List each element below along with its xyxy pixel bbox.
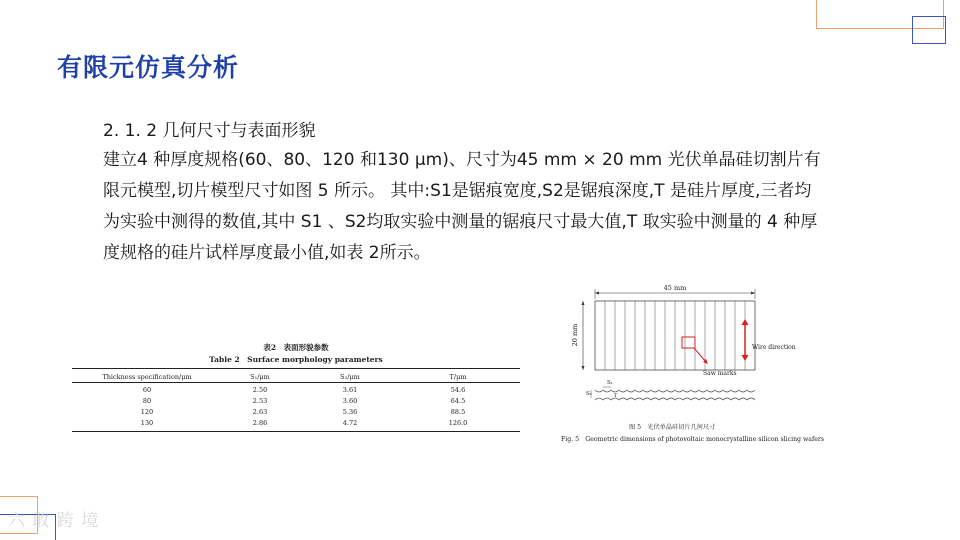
body-line-2: 限元模型,切片模型尺寸如图 5 所示。 其中:S1是锯痕宽度,S2是锯痕深度,T 是硅片厚度,三者均	[103, 181, 812, 201]
wire-direction-label: Wire direction	[752, 344, 796, 351]
width-label: 45 mm	[663, 284, 687, 292]
t-label: T	[614, 393, 618, 399]
body-paragraph	[103, 145, 903, 269]
table-cell: 54.6	[450, 386, 466, 394]
table-cell: 126.0	[448, 419, 468, 427]
watermark: 六 敢 跨 境	[8, 511, 100, 531]
table-cell: 4.72	[342, 419, 358, 427]
section-heading: 2. 1. 2 几何尺寸与表面形貌	[103, 121, 316, 141]
table-caption-en: Table 2 Surface morphology parameters	[209, 355, 383, 364]
decor-frame-blue-top	[912, 16, 946, 44]
wafer-geometry-figure	[553, 283, 843, 448]
table-cell: 80	[142, 397, 152, 405]
table-header-thickness: Thickness specification/μm	[102, 373, 192, 381]
height-label: 20 mm	[571, 323, 579, 347]
body-line-3: 为实验中测得的数值,其中 S1 、S2均取实验中测量的锯痕尺寸最大值,T 取实验中测量的 4 种厚	[103, 212, 818, 232]
body-line-4: 度规格的硅片试样厚度最小值,如表 2所示。	[103, 243, 431, 263]
table-cell: 5.36	[342, 408, 358, 416]
cross-section-bottom	[595, 398, 755, 400]
table-cell: 64.5	[450, 397, 466, 405]
table-cell: 2.86	[252, 419, 268, 427]
s1-label: S₁	[607, 380, 613, 386]
table-cell: 60	[142, 386, 152, 394]
table-top-rule	[72, 368, 520, 369]
table-header-rule	[72, 382, 520, 383]
table-caption-cn: 表2 表面形貌参数	[263, 343, 329, 352]
table-header-s2: S₂/μm	[340, 373, 360, 381]
table-cell: 120	[140, 408, 154, 416]
table-header-t: T/μm	[449, 373, 467, 381]
table-cell: 3.60	[342, 397, 358, 405]
table-cell: 2.63	[252, 408, 268, 416]
slide-title: 有限元仿真分析	[57, 53, 240, 82]
table-cell: 2.50	[252, 386, 268, 394]
surface-morphology-table	[72, 342, 520, 434]
table-cell: 2.53	[252, 397, 268, 405]
table-bottom-rule	[72, 431, 520, 432]
body-line-1: 建立4 种厚度规格(60、80、120 和130 μm)、尺寸为45 mm × 20 mm 光伏单晶硅切割片有	[103, 150, 821, 170]
s2-label: S₂	[586, 391, 592, 397]
width-arrow-right	[751, 292, 755, 295]
table-cell: 130	[140, 419, 154, 427]
figure-caption-en: Fig. 5 Geometric dimensions of photovoltaic monocrystalline silicon slicing wafers	[561, 436, 825, 443]
table-cell: 3.61	[342, 386, 358, 394]
table-cell: 88.5	[450, 408, 466, 416]
table-header-s1: S₁/μm	[250, 373, 270, 381]
width-arrow-left	[595, 292, 599, 295]
saw-marks-label: Saw marks	[703, 370, 737, 377]
cross-section-top	[595, 390, 755, 392]
figure-caption-cn: 图 5 光伏单晶硅切片几何尺寸	[629, 424, 716, 431]
